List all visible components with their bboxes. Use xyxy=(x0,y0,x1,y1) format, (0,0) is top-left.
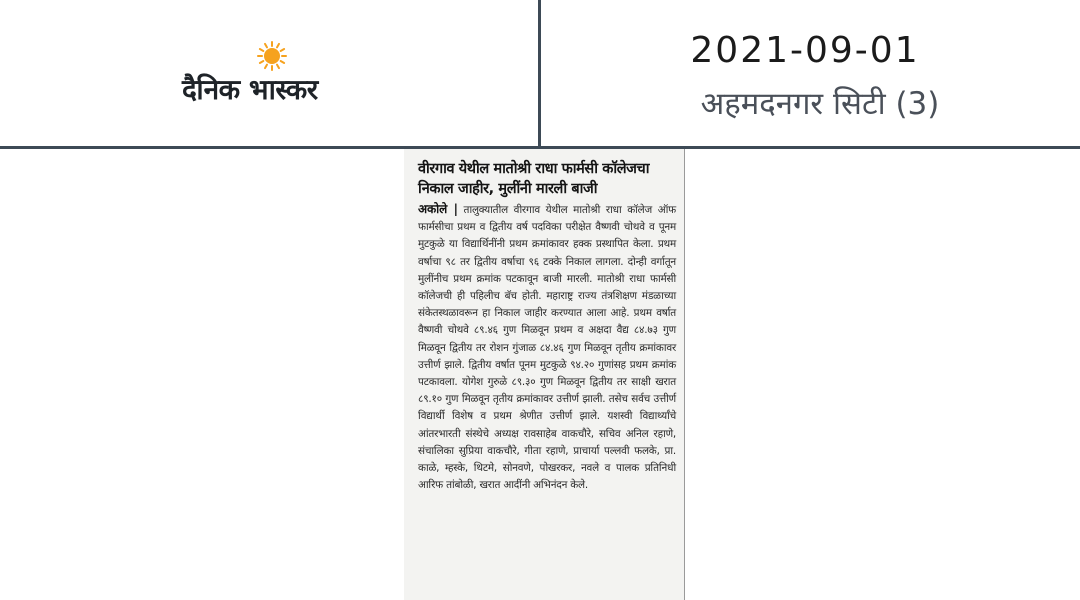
edition-date: 2021-09-01 xyxy=(690,30,920,71)
article-dateline: अकोले | xyxy=(418,202,458,216)
article-body xyxy=(418,201,676,494)
edition-name: अहमदनगर सिटी (3) xyxy=(700,86,940,122)
clipping-edge-rule xyxy=(684,149,685,600)
sun-icon xyxy=(256,40,288,72)
article-headline: वीरगाव येथील मातोश्री राधा फार्मसी कॉलेजचा निकाल जाहीर, मुलींनी मारली बाजी xyxy=(418,161,650,197)
page-header xyxy=(0,0,1080,148)
article-body-text: तालुक्यातील वीरगाव येथील मातोश्री राधा कॉलेज ऑफ फार्मसीचा प्रथम व द्वितीय वर्ष पदविका परीक्षेत वैष्णवी चोथवे व पूनम मुटकुळे या विद्यार्थिनींनी प्रथम क्रमांकावर हक्क प्रस्थापित केला. प्रथम वर्षाचा ९८ तर द्वितीय वर्षाचा ९६ टक्के निकाल लागला. दोन्ही वर्गातून मुलींनीच प्रथम क्रमांक पटकावून बाजी मारली. मातोश्री राधा फार्मसी कॉलेजची ही पहिलीच बॅच होती. महाराष्ट्र राज्य तंत्रशिक्षण मंडळाच्या संकेतस्थळावरून हा निकाल जाहीर करण्यात आला आहे. प्रथम वर्षात वैष्णवी चोथवे ८९.४६ गुण मिळवून प्रथम व अक्षदा वैद्य ८४.७३ गुण मिळवून द्वितीय तर रोशन गुंजाळ ८४.४६ गुण मिळवून तृतीय क्रमांकावर उत्तीर्ण झाले. द्वितीय वर्षात पूनम मुटकुळे ९४.२० गुणांसह प्रथम क्रमांक पटकावला. योगेश गुरुळे ८९.३० गुण मिळवून द्वितीय तर साक्षी खरात ८९.१० गुण मिळवून तृतीय क्रमांकावर उत्तीर्ण झाली. तसेच सर्वच उत्तीर्ण विद्यार्थी विशेष व प्रथम श्रेणीत उत्तीर्ण झाले. यशस्वी विद्यार्थ्यांचे आंतरभारती संस्थेचे अध्यक्ष रावसाहेब वाकचौरे, सचिव अनिल रहाणे, संचालिका सुप्रिया वाकचौरे, गीता रहाणे, प्राचार्या पल्लवी फलके, प्रा. काळे, म्हस्के, थिटमे, सोनवणे, पोखरकर, नवले व पालक प्रतिनिधी आरिफ तांबोळी, खरात आदींनी अभिनंदन केले. xyxy=(418,204,676,492)
dainik-bhaskar-logo xyxy=(182,40,362,110)
header-vertical-divider xyxy=(538,0,541,148)
news-clipping xyxy=(404,149,684,600)
logo-wordmark: दैनिक भास्कर xyxy=(182,73,318,106)
